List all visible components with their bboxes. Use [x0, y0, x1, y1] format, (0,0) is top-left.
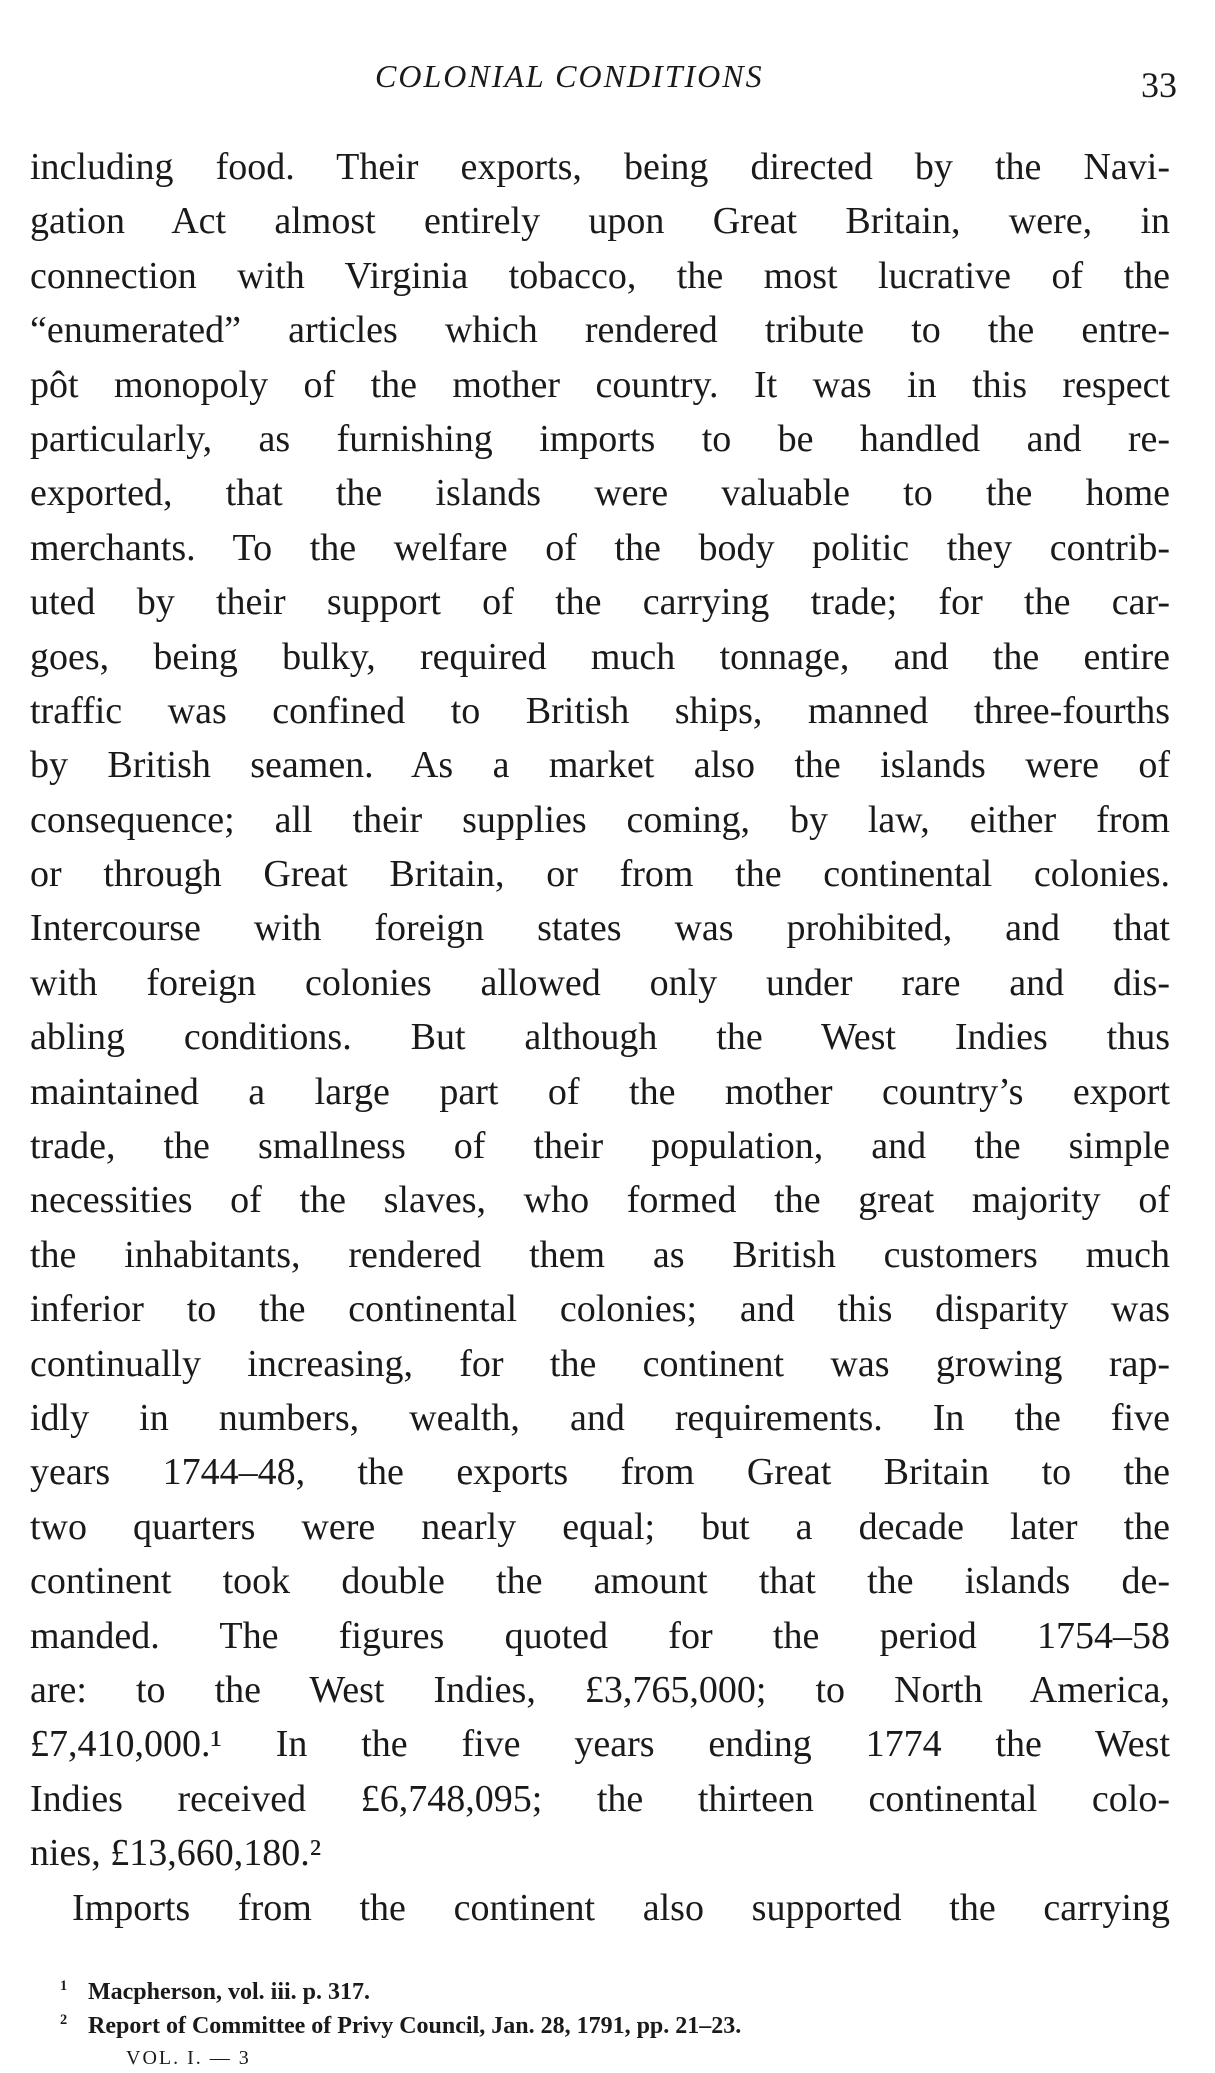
footnote-mark: 2: [60, 2012, 68, 2028]
body-text: [30, 140, 1170, 1935]
text-line: continually increasing, for the continent was growing rap-: [30, 1342, 1170, 1385]
text-line: maintained a large part of the mother country’s export: [30, 1070, 1170, 1113]
text-line: the inhabitants, rendered them as British customers much: [30, 1233, 1170, 1276]
text-line: by British seamen. As a market also the islands were of: [30, 744, 1170, 787]
text-line: gation Act almost entirely upon Great Britain, were, in: [30, 200, 1170, 243]
footnote-1: [60, 1975, 1120, 2009]
text-line: Indies received £6,748,095; the thirteen continental colo-: [30, 1777, 1170, 1820]
page-number: 33: [1141, 65, 1177, 105]
text-line: with foreign colonies allowed only under rare and dis-: [30, 961, 1170, 1004]
text-line: traffic was confined to British ships, manned three-fourths: [30, 689, 1170, 732]
text-line: idly in numbers, wealth, and requirements. In the five: [30, 1396, 1170, 1439]
text-line: connection with Virginia tobacco, the most lucrative of the: [30, 254, 1170, 297]
text-line: Imports from the continent also supported the carrying: [72, 1886, 1170, 1929]
text-line: trade, the smallness of their population, and the simple: [30, 1125, 1170, 1168]
text-line: £7,410,000.¹ In the five years ending 1774 the West: [30, 1723, 1170, 1766]
text-line: pôt monopoly of the mother country. It was in this respect: [30, 363, 1170, 406]
footnote-text: Macpherson, vol. iii. p. 317.: [88, 1979, 371, 2005]
signature-mark: VOL. I. — 3: [126, 2047, 251, 2069]
text-line: inferior to the continental colonies; and this disparity was: [30, 1288, 1170, 1331]
text-line: Intercourse with foreign states was prohibited, and that: [30, 907, 1170, 950]
text-line: two quarters were nearly equal; but a decade later the: [30, 1505, 1170, 1548]
paragraph-1: [30, 140, 1170, 1881]
text-line: are: to the West Indies, £3,765,000; to North America,: [30, 1668, 1170, 1711]
text-line: nies, £13,660,180.²: [30, 1832, 322, 1875]
footnote-text: Report of Committee of Privy Council, Jan. 28, 1791, pp. 21–23.: [88, 2013, 742, 2039]
text-line: merchants. To the welfare of the body politic they contrib-: [30, 526, 1170, 569]
text-line: years 1744–48, the exports from Great Britain to the: [30, 1451, 1170, 1494]
paragraph-2: [30, 1881, 1170, 1935]
footnote-mark: 1: [60, 1978, 68, 1994]
text-line: goes, being bulky, required much tonnage, and the entire: [30, 635, 1170, 678]
text-line: continent took double the amount that the islands de-: [30, 1560, 1170, 1603]
footnotes: [60, 1975, 1120, 2073]
text-line: or through Great Britain, or from the continental colonies.: [30, 853, 1170, 896]
text-line: uted by their support of the carrying trade; for the car-: [30, 581, 1170, 624]
text-line: consequence; all their supplies coming, by law, either from: [30, 798, 1170, 841]
text-line: manded. The figures quoted for the period 1754–58: [30, 1614, 1170, 1657]
text-line: abling conditions. But although the West Indies thus: [30, 1016, 1170, 1059]
text-line: necessities of the slaves, who formed the great majority of: [30, 1179, 1170, 1222]
text-line: exported, that the islands were valuable to the home: [30, 472, 1170, 515]
footnote-2: [60, 2009, 1120, 2043]
running-head: [0, 58, 1215, 108]
text-line: particularly, as furnishing imports to be handled and re-: [30, 417, 1170, 460]
running-title: COLONIAL CONDITIONS: [375, 58, 764, 94]
text-line: including food. Their exports, being directed by the Navi-: [30, 146, 1170, 188]
text-line: “enumerated” articles which rendered tribute to the entre-: [30, 309, 1170, 352]
